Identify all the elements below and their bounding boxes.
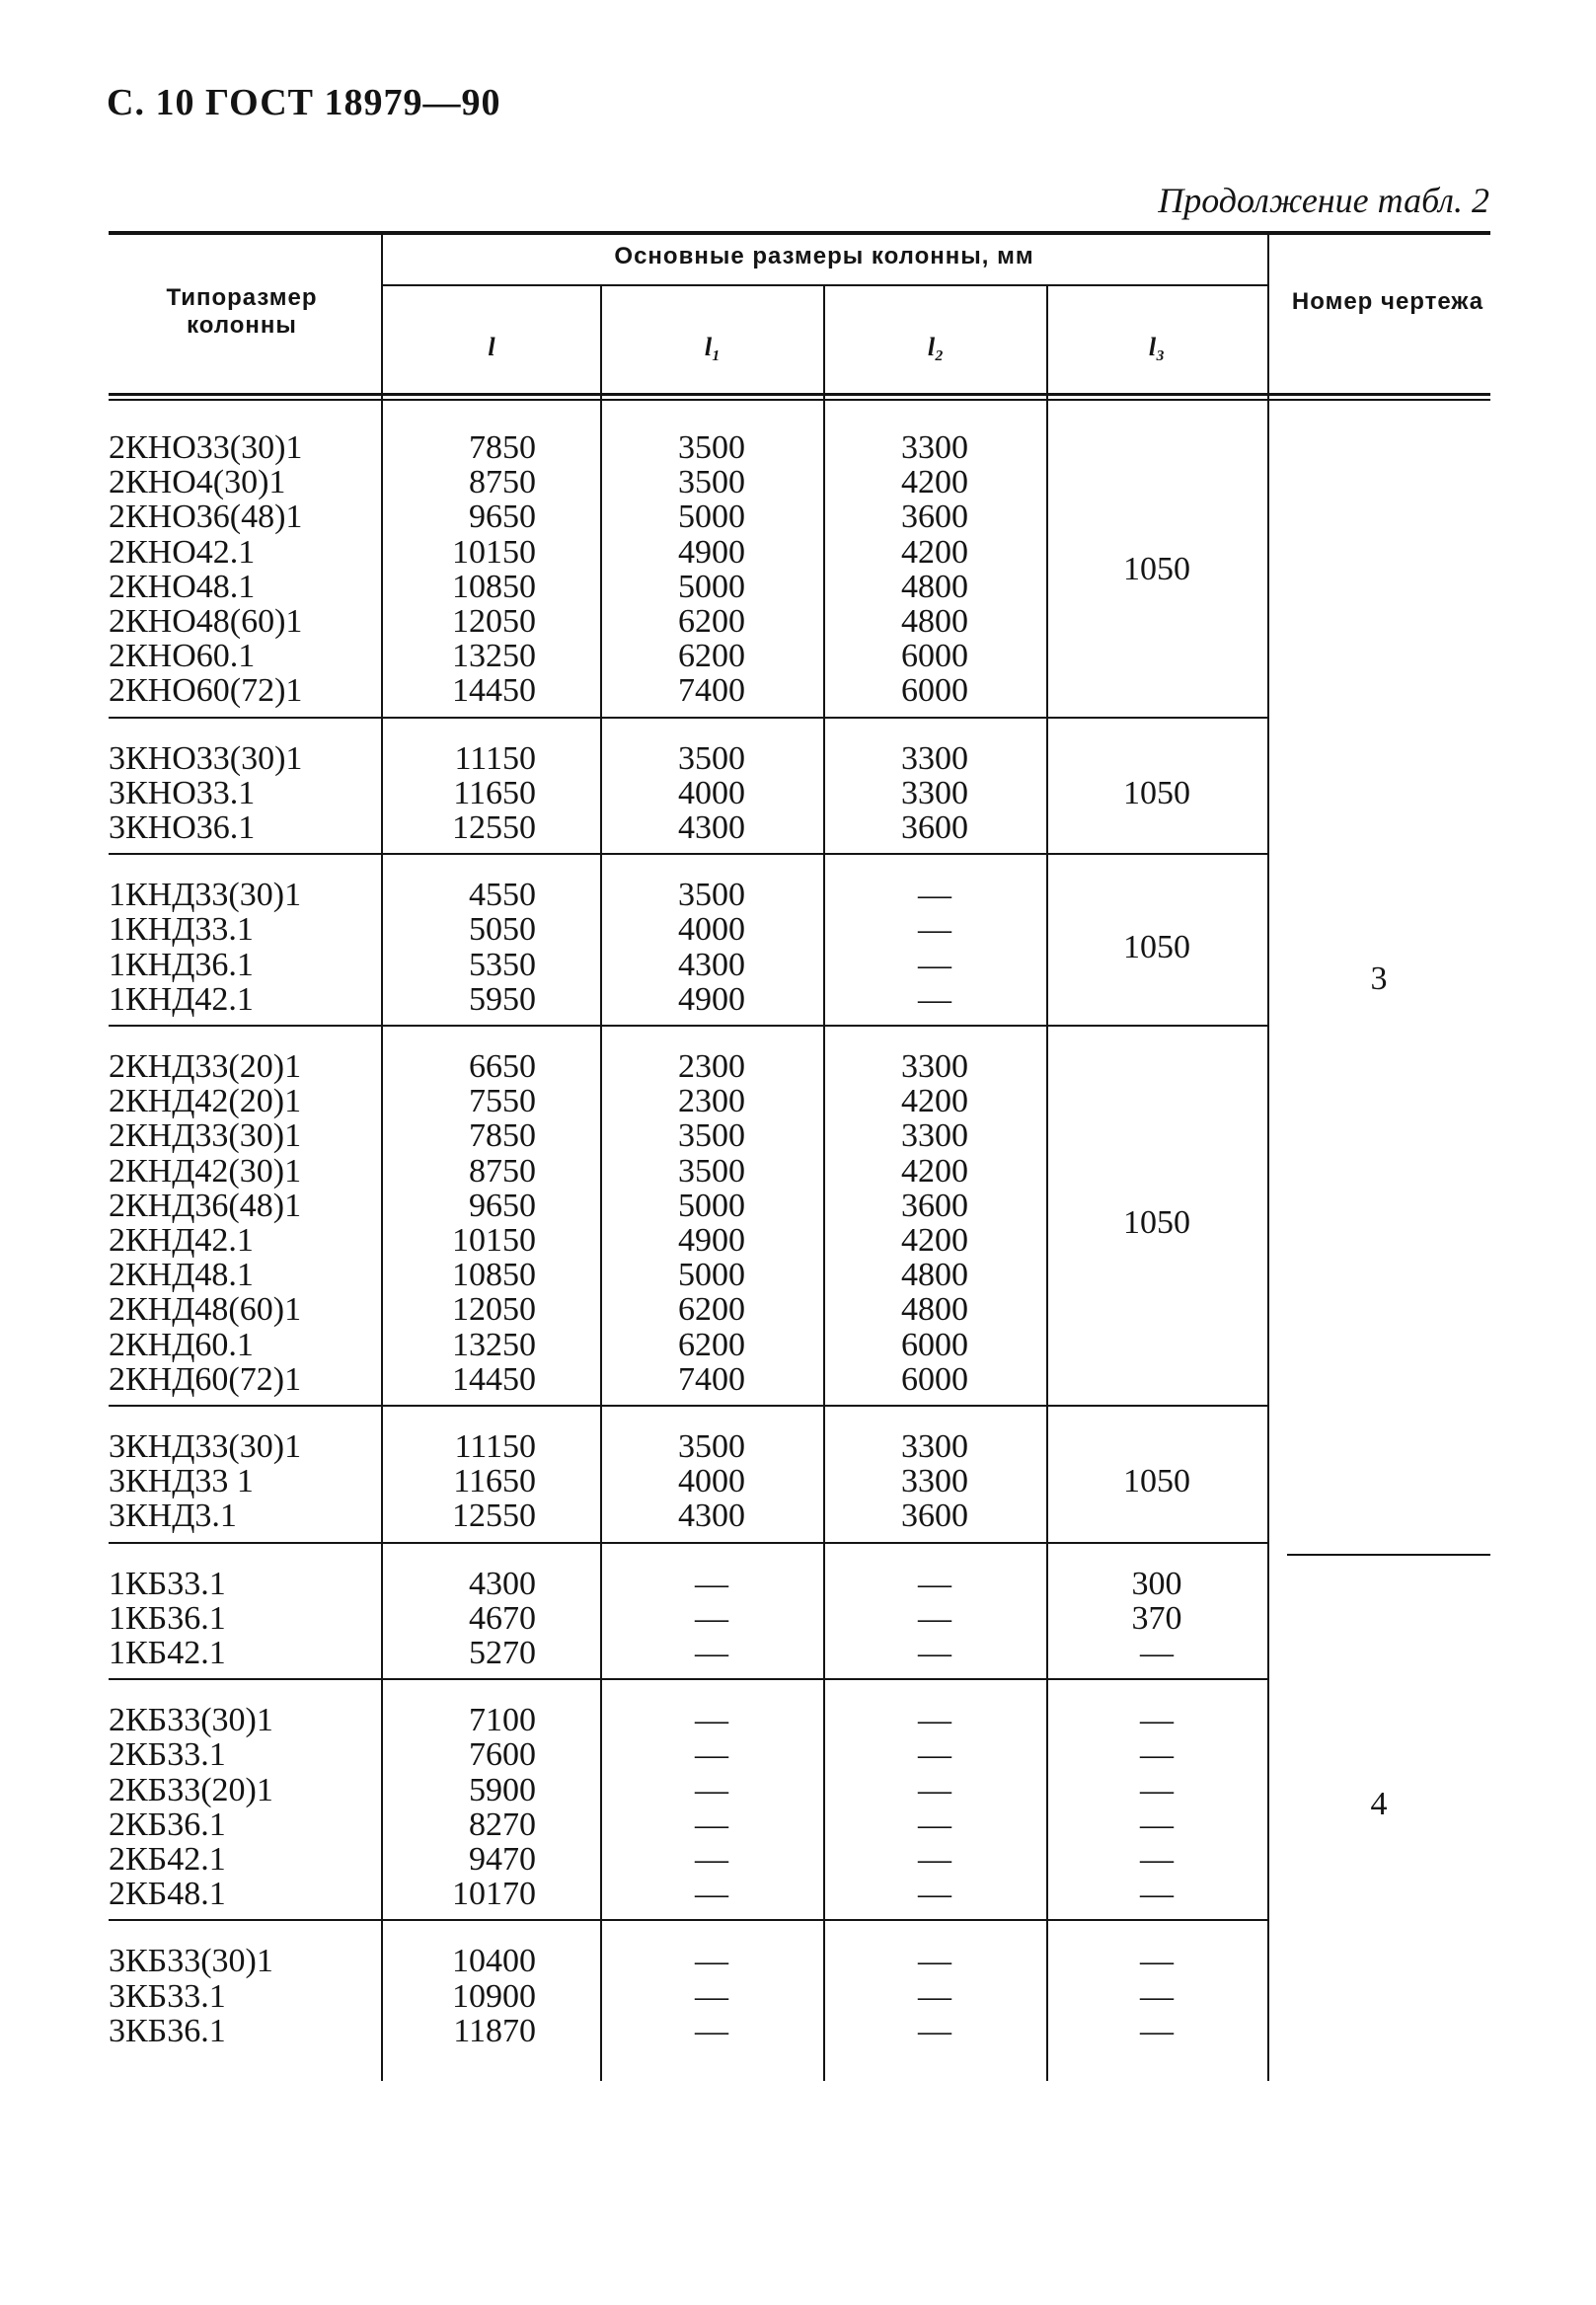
row-l2: 4800	[901, 1291, 968, 1329]
row-name: 2КБ33(20)1	[109, 1771, 273, 1808]
row-l2: —	[918, 1841, 951, 1878]
row-l2: 3300	[901, 1428, 968, 1465]
header-l2: l₂	[927, 333, 945, 361]
row-l2: —	[918, 1876, 951, 1913]
row-name: 2КНО36(48)1	[109, 499, 303, 536]
row-name: 2КНО4(30)1	[109, 464, 286, 501]
row-name: 2КБ33(30)1	[109, 1702, 273, 1739]
row-name: 2КНД48(60)1	[109, 1291, 302, 1329]
row-l2: —	[918, 1565, 951, 1602]
column-divider	[1046, 284, 1048, 2081]
row-l1: 7400	[678, 672, 745, 710]
row-l3: —	[1140, 1736, 1174, 1774]
header-l: l	[488, 333, 495, 361]
row-l1: —	[695, 1977, 728, 2015]
row-l2: —	[918, 1806, 951, 1843]
row-l2: 4200	[901, 533, 968, 571]
row-l3: —	[1140, 1806, 1174, 1843]
header-size-label: Типоразмер колонны	[166, 284, 318, 339]
row-name: 1КНД33(30)1	[109, 877, 302, 914]
group-l3: 1050	[1123, 1204, 1190, 1242]
row-l1: 4900	[678, 533, 745, 571]
row-l1: 5000	[678, 499, 745, 536]
row-l3: —	[1140, 1702, 1174, 1739]
row-l1: 6200	[678, 1291, 745, 1329]
row-l2: —	[918, 2012, 951, 2049]
row-l3: —	[1140, 1841, 1174, 1878]
row-l: 12550	[452, 1498, 536, 1535]
row-name: 2КНО42.1	[109, 533, 256, 571]
group-l3: 1050	[1123, 1463, 1190, 1500]
row-l1: 5000	[678, 568, 745, 605]
row-name: 2КБ36.1	[109, 1806, 226, 1843]
row-l3: —	[1140, 2012, 1174, 2049]
row-l: 10170	[452, 1876, 536, 1913]
row-l1: 2300	[678, 1083, 745, 1120]
row-l: 9650	[469, 499, 536, 536]
row-name: 3КНО33(30)1	[109, 739, 303, 777]
row-name: 1КБ33.1	[109, 1565, 226, 1602]
row-l2: 6000	[901, 638, 968, 675]
row-name: 2КНО48(60)1	[109, 603, 303, 640]
row-l: 14450	[452, 672, 536, 710]
row-l2: —	[918, 1771, 951, 1808]
row-l2: 3300	[901, 774, 968, 811]
row-name: 2КНО60(72)1	[109, 672, 303, 710]
row-name: 1КНД33.1	[109, 911, 254, 949]
row-l1: 3500	[678, 1117, 745, 1155]
row-name: 1КНД36.1	[109, 946, 254, 983]
row-l: 12550	[452, 809, 536, 846]
header-bottom-rule-2	[109, 399, 1490, 401]
group-l3: 1050	[1123, 774, 1190, 811]
header-l3: l₃	[1148, 333, 1166, 361]
row-l1: 3500	[678, 1152, 745, 1190]
row-name: 2КНД48.1	[109, 1257, 254, 1294]
group-separator	[109, 1405, 1267, 1407]
group-separator	[109, 1678, 1267, 1680]
row-l: 10150	[452, 1222, 536, 1259]
row-l2: —	[918, 1736, 951, 1774]
row-l: 12050	[452, 603, 536, 640]
group-l3: 1050	[1123, 551, 1190, 588]
column-divider	[381, 231, 383, 2081]
row-l: 8270	[469, 1806, 536, 1843]
continuation-label: Продолжение табл. 2	[1158, 181, 1489, 220]
row-l: 11650	[453, 1463, 536, 1500]
row-name: 3КБ33(30)1	[109, 1943, 273, 1980]
row-l1: 3500	[678, 1428, 745, 1465]
row-l2: 4800	[901, 1257, 968, 1294]
row-l2: —	[918, 877, 951, 914]
row-l2: 4200	[901, 464, 968, 501]
row-l1: 7400	[678, 1360, 745, 1398]
group-separator	[109, 853, 1267, 855]
row-l: 4300	[469, 1565, 536, 1602]
group-separator	[109, 1025, 1267, 1027]
row-l: 12050	[452, 1291, 536, 1329]
row-l2: —	[918, 1977, 951, 2015]
row-l2: 4200	[901, 1083, 968, 1120]
row-l: 11650	[453, 774, 536, 811]
row-l3: —	[1140, 1771, 1174, 1808]
row-l3: —	[1140, 1943, 1174, 1980]
row-l: 4670	[469, 1599, 536, 1637]
row-name: 2КНД36(48)1	[109, 1187, 302, 1224]
group-separator	[109, 1542, 1267, 1544]
row-name: 3КНО33.1	[109, 774, 256, 811]
row-l2: 4800	[901, 603, 968, 640]
row-l1: —	[695, 2012, 728, 2049]
row-l1: 3500	[678, 429, 745, 466]
row-l1: —	[695, 1702, 728, 1739]
row-l1: 5000	[678, 1187, 745, 1224]
header-l1: l₁	[704, 333, 722, 361]
row-l: 9470	[469, 1841, 536, 1878]
row-l2: 3300	[901, 429, 968, 466]
row-name: 2КНД42(20)1	[109, 1083, 302, 1120]
row-l2: 3300	[901, 1463, 968, 1500]
row-l: 7600	[469, 1736, 536, 1774]
header-bottom-rule	[109, 393, 1490, 396]
row-l1: 4300	[678, 946, 745, 983]
row-l1: 4000	[678, 1463, 745, 1500]
row-l1: 4900	[678, 1222, 745, 1259]
row-l3: 300	[1131, 1565, 1182, 1602]
row-l: 4550	[469, 877, 536, 914]
row-l2: 6000	[901, 672, 968, 710]
row-l: 5950	[469, 980, 536, 1018]
row-l1: —	[695, 1635, 728, 1671]
row-l1: 6200	[678, 603, 745, 640]
row-l: 10150	[452, 533, 536, 571]
row-l3: —	[1140, 1876, 1174, 1913]
row-l: 8750	[469, 464, 536, 501]
row-l1: 3500	[678, 877, 745, 914]
row-l1: 4000	[678, 774, 745, 811]
row-name: 2КНД33(30)1	[109, 1117, 302, 1155]
column-divider	[823, 284, 825, 2081]
row-l: 8750	[469, 1152, 536, 1190]
drawing-separator	[1287, 1554, 1490, 1556]
row-l1: —	[695, 1806, 728, 1843]
row-name: 2КНД42(30)1	[109, 1152, 302, 1190]
row-l2: —	[918, 1599, 951, 1637]
row-l: 5050	[469, 911, 536, 949]
row-name: 3КБ33.1	[109, 1977, 226, 2015]
row-name: 2КНО33(30)1	[109, 429, 303, 466]
row-l2: 3300	[901, 739, 968, 777]
row-l2: —	[918, 1635, 951, 1671]
row-l2: —	[918, 980, 951, 1018]
row-name: 2КНО60.1	[109, 638, 256, 675]
row-l3: —	[1140, 1977, 1174, 2015]
row-l3: —	[1140, 1635, 1174, 1671]
row-name: 2КНД42.1	[109, 1222, 254, 1259]
row-l1: —	[695, 1736, 728, 1774]
page-header: С. 10 ГОСТ 18979—90	[107, 82, 501, 123]
row-l: 10850	[452, 1257, 536, 1294]
row-l: 7550	[469, 1083, 536, 1120]
row-l: 14450	[452, 1360, 536, 1398]
row-l2: —	[918, 911, 951, 949]
drawing-number: 4	[1370, 1785, 1388, 1822]
row-l1: 2300	[678, 1048, 745, 1085]
row-l2: 3300	[901, 1117, 968, 1155]
row-l2: 6000	[901, 1360, 968, 1398]
row-l2: 4200	[901, 1222, 968, 1259]
row-l1: 4000	[678, 911, 745, 949]
row-l2: 3600	[901, 499, 968, 536]
row-l1: 3500	[678, 464, 745, 501]
row-name: 2КБ48.1	[109, 1876, 226, 1913]
row-l2: 3300	[901, 1048, 968, 1085]
row-name: 1КНД42.1	[109, 980, 254, 1018]
drawing-number: 3	[1370, 960, 1388, 997]
row-name: 3КНД3.1	[109, 1498, 237, 1535]
row-name: 3КНД33(30)1	[109, 1428, 302, 1465]
header-group-label: Основные размеры колонны, мм	[614, 243, 1034, 269]
row-l: 11150	[454, 1428, 536, 1465]
row-l: 10850	[452, 568, 536, 605]
row-l2: 3600	[901, 809, 968, 846]
row-l2: —	[918, 1943, 951, 1980]
row-l: 10900	[452, 1977, 536, 2015]
row-name: 3КБ36.1	[109, 2012, 226, 2049]
row-l: 7850	[469, 429, 536, 466]
row-name: 3КНД33 1	[109, 1463, 254, 1500]
row-l2: —	[918, 1702, 951, 1739]
row-l1: —	[695, 1771, 728, 1808]
row-name: 2КНД33(20)1	[109, 1048, 302, 1085]
table-top-rule	[109, 231, 1490, 235]
row-name: 1КБ42.1	[109, 1635, 226, 1671]
row-l1: 4300	[678, 809, 745, 846]
row-l: 5350	[469, 946, 536, 983]
row-l1: —	[695, 1943, 728, 1980]
row-name: 2КНД60(72)1	[109, 1360, 302, 1398]
row-l2: 3600	[901, 1498, 968, 1535]
row-l1: 6200	[678, 638, 745, 675]
row-l1: 4900	[678, 980, 745, 1018]
header-drawing-label: Номер чертежа	[1291, 288, 1484, 315]
row-l2: —	[918, 946, 951, 983]
column-divider	[600, 284, 602, 2081]
row-l2: 4800	[901, 568, 968, 605]
row-l: 7850	[469, 1117, 536, 1155]
row-l: 7100	[469, 1702, 536, 1739]
row-l: 5900	[469, 1771, 536, 1808]
row-name: 2КБ42.1	[109, 1841, 226, 1878]
group-l3: 1050	[1123, 929, 1190, 965]
row-l2: 3600	[901, 1187, 968, 1224]
row-l: 10400	[452, 1943, 536, 1980]
row-name: 2КНД60.1	[109, 1326, 254, 1363]
row-l: 11150	[454, 739, 536, 777]
group-separator	[109, 1919, 1267, 1921]
row-l: 13250	[452, 1326, 536, 1363]
row-l1: 4300	[678, 1498, 745, 1535]
row-name: 2КБ33.1	[109, 1736, 226, 1774]
row-name: 2КНО48.1	[109, 568, 256, 605]
row-l1: 5000	[678, 1257, 745, 1294]
row-l: 5270	[469, 1635, 536, 1671]
row-l1: 3500	[678, 739, 745, 777]
row-l3: 370	[1131, 1599, 1182, 1637]
row-name: 1КБ36.1	[109, 1599, 226, 1637]
row-l1: —	[695, 1876, 728, 1913]
row-l2: 4200	[901, 1152, 968, 1190]
row-l: 11870	[453, 2012, 536, 2049]
row-name: 3КНО36.1	[109, 809, 256, 846]
row-l1: 6200	[678, 1326, 745, 1363]
row-l: 6650	[469, 1048, 536, 1085]
row-l: 13250	[452, 638, 536, 675]
group-separator	[109, 717, 1267, 719]
row-l1: —	[695, 1841, 728, 1878]
row-l: 9650	[469, 1187, 536, 1224]
row-l1: —	[695, 1599, 728, 1637]
column-divider	[1267, 231, 1269, 2081]
row-l2: 6000	[901, 1326, 968, 1363]
row-l1: —	[695, 1565, 728, 1602]
